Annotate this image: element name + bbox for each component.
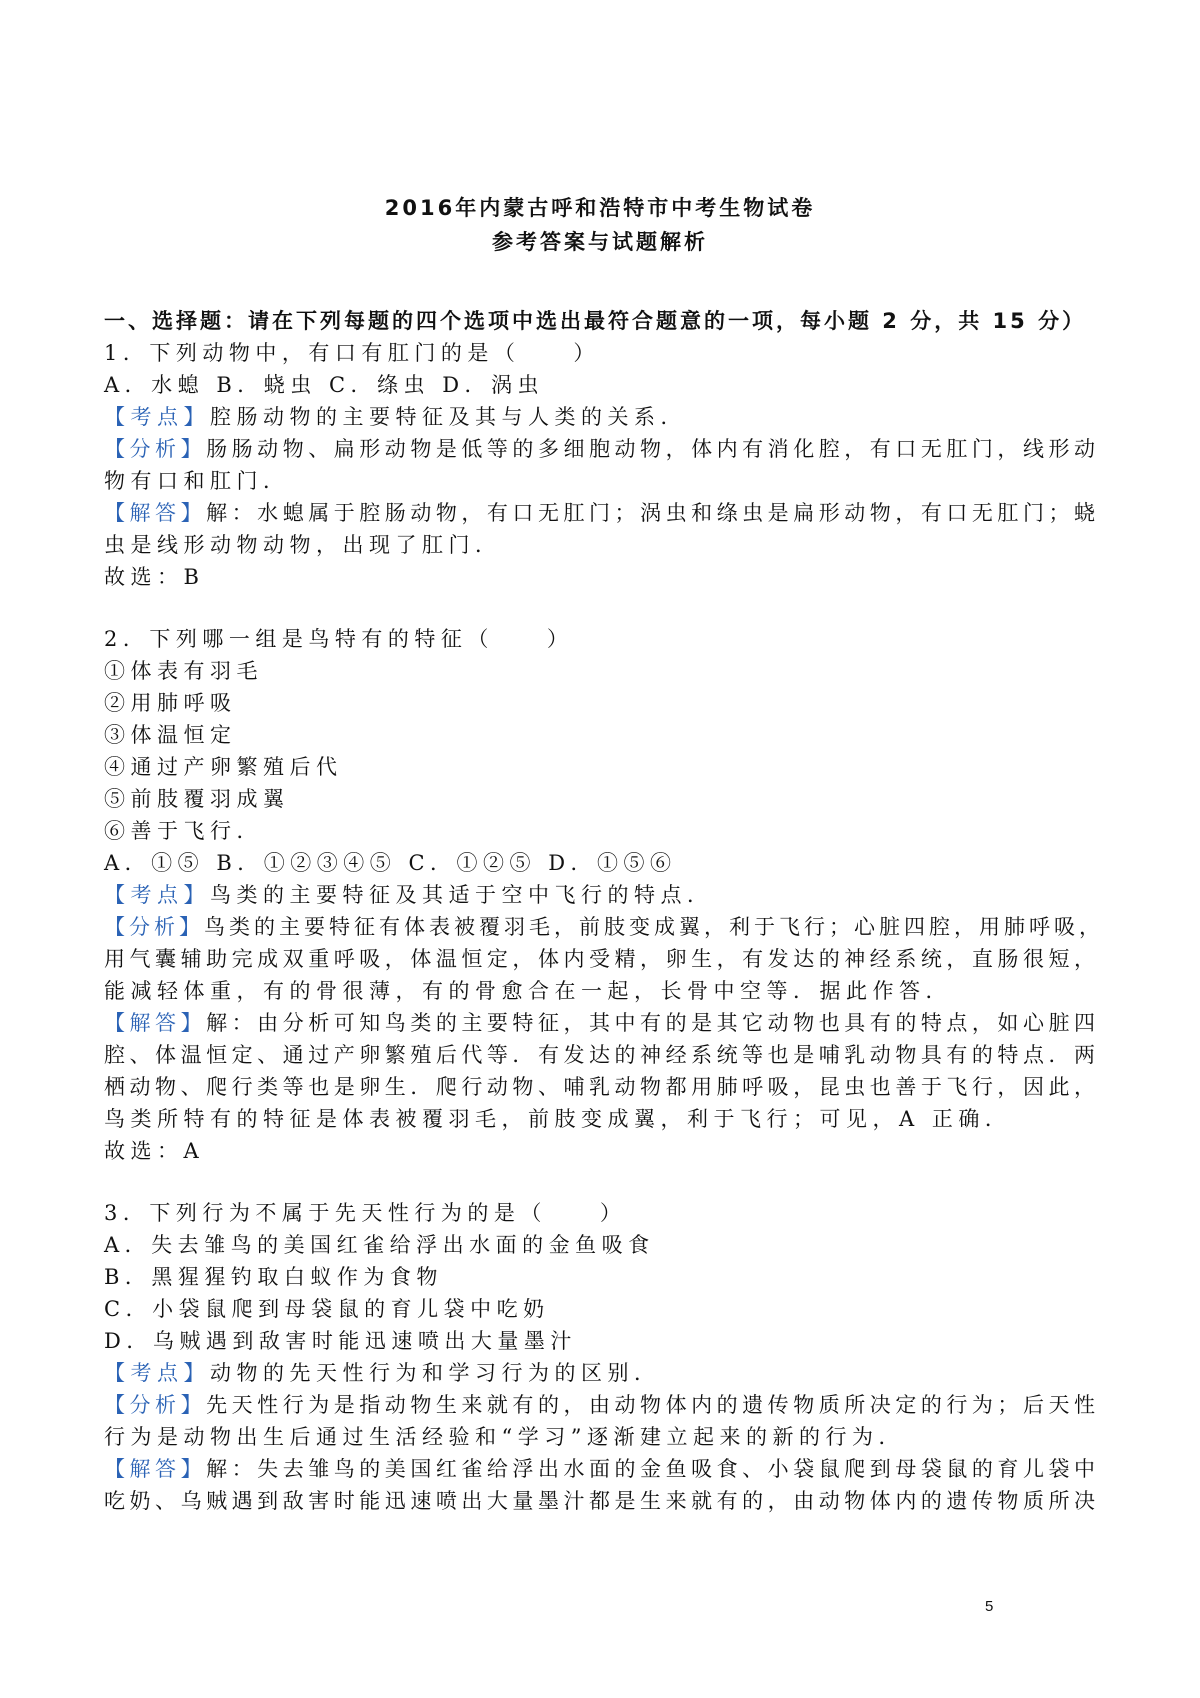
jieda-text-cont: 腔、体温恒定、通过产卵繁殖后代等．有发达的神经系统等也是哺乳动物具有的特点．两 bbox=[104, 1043, 1099, 1067]
option-b: B．黑猩猩钓取白蚁作为食物 bbox=[104, 1265, 443, 1289]
section-heading: 一、选择题：请在下列每题的四个选项中选出最符合题意的一项，每小题 2 分，共 15 分） bbox=[104, 309, 1087, 333]
page-title: 2016年内蒙古呼和浩特市中考生物试卷 bbox=[384, 196, 816, 220]
jieda-text-cont: 鸟类所特有的特征是体表被覆羽毛，前肢变成翼，利于飞行；可见，A 正确． bbox=[104, 1107, 1012, 1131]
jieda-text: 解：水螅属于腔肠动物，有口无肛门；涡虫和绦虫是扁形动物，有口无肛门；蛲 bbox=[206, 501, 1100, 525]
page-number: 5 bbox=[985, 1598, 994, 1615]
fenxi-text-cont: 物有口和肛门． bbox=[104, 469, 290, 493]
kaodian-row bbox=[104, 879, 1099, 911]
question-stem: 3．下列行为不属于先天性行为的是（ ） bbox=[104, 1201, 627, 1225]
feature-item: ①体表有羽毛 bbox=[104, 659, 263, 683]
option-c: C．小袋鼠爬到母袋鼠的育儿袋中吃奶 bbox=[104, 1297, 550, 1321]
fenxi-row bbox=[104, 911, 1104, 943]
jieda-row bbox=[104, 1453, 1099, 1485]
jieda-text: 解：由分析可知鸟类的主要特征，其中有的是其它动物也具有的特点，如心脏四 bbox=[206, 1011, 1100, 1035]
kaodian-text: 动物的先天性行为和学习行为的区别． bbox=[210, 1361, 661, 1385]
spacer bbox=[104, 593, 1099, 623]
question-1 bbox=[104, 337, 1099, 593]
feature-item: ⑤前肢覆羽成翼 bbox=[104, 787, 290, 811]
option-a: A．失去雏鸟的美国红雀给浮出水面的金鱼吸食 bbox=[104, 1233, 655, 1257]
jieda-tag: 【解答】 bbox=[104, 501, 207, 525]
fenxi-text-cont: 行为是动物出生后通过生活经验和“学习”逐渐建立起来的新的行为． bbox=[104, 1425, 905, 1449]
fenxi-tag: 【分析】 bbox=[104, 1393, 207, 1417]
jieda-text: 解：失去雏鸟的美国红雀给浮出水面的金鱼吸食、小袋鼠爬到母袋鼠的育儿袋中 bbox=[206, 1457, 1100, 1481]
fenxi-row bbox=[104, 1389, 1099, 1421]
fenxi-text: 肠肠动物、扁形动物是低等的多细胞动物，体内有消化腔，有口无肛门，线形动 bbox=[206, 437, 1100, 461]
question-stem: 2．下列哪一组是鸟特有的特征（ ） bbox=[104, 627, 574, 651]
kaodian-text: 鸟类的主要特征及其适于空中飞行的特点． bbox=[210, 883, 714, 907]
fenxi-text-cont: 能减轻体重，有的骨很薄，有的骨愈合在一起，长骨中空等．据此作答． bbox=[104, 979, 952, 1003]
spacer bbox=[104, 1167, 1099, 1197]
fenxi-text: 鸟类的主要特征有体表被覆羽毛，前肢变成翼，利于飞行；心脏四腔，用肺呼吸， bbox=[204, 915, 1104, 939]
question-2 bbox=[104, 623, 1104, 1167]
document-body bbox=[104, 305, 1104, 1517]
jieda-tag: 【解答】 bbox=[104, 1011, 207, 1035]
fenxi-tag: 【分析】 bbox=[104, 915, 204, 939]
jieda-text-cont: 虫是线形动物动物，出现了肛门． bbox=[104, 533, 502, 557]
kaodian-tag: 【考点】 bbox=[104, 883, 210, 907]
feature-item: ⑥善于飞行． bbox=[104, 819, 263, 843]
fenxi-text-cont: 用气囊辅助完成双重呼吸，体温恒定，体内受精，卵生，有发达的神经系统，直肠很短， bbox=[104, 947, 1099, 971]
jieda-text-cont: 栖动物、爬行类等也是卵生．爬行动物、哺乳动物都用肺呼吸，昆虫也善于飞行，因此， bbox=[104, 1075, 1099, 1099]
fenxi-tag: 【分析】 bbox=[104, 437, 207, 461]
feature-item: ④通过产卵繁殖后代 bbox=[104, 755, 343, 779]
kaodian-tag: 【考点】 bbox=[104, 1361, 210, 1385]
kaodian-text: 腔肠动物的主要特征及其与人类的关系． bbox=[210, 405, 687, 429]
fenxi-row bbox=[104, 433, 1099, 465]
page-subtitle: 参考答案与试题解析 bbox=[492, 230, 708, 254]
question-3 bbox=[104, 1197, 1099, 1517]
kaodian-tag: 【考点】 bbox=[104, 405, 210, 429]
jieda-text-cont: 吃奶、乌贼遇到敌害时能迅速喷出大量墨汁都是生来就有的，由动物体内的遗传物质所决 bbox=[104, 1489, 1099, 1513]
feature-item: ②用肺呼吸 bbox=[104, 691, 237, 715]
jieda-row bbox=[104, 497, 1099, 529]
fenxi-text: 先天性行为是指动物生来就有的，由动物体内的遗传物质所决定的行为；后天性 bbox=[206, 1393, 1100, 1417]
question-options: A．①⑤ B．①②③④⑤ C．①②⑤ D．①⑤⑥ bbox=[104, 851, 677, 875]
feature-item: ③体温恒定 bbox=[104, 723, 237, 747]
jieda-tag: 【解答】 bbox=[104, 1457, 207, 1481]
question-stem: 1．下列动物中，有口有肛门的是（ ） bbox=[104, 341, 600, 365]
question-options: A．水螅 B．蛲虫 C．绦虫 D．涡虫 bbox=[104, 373, 545, 397]
answer-line: 故选：A bbox=[104, 1139, 205, 1163]
kaodian-row bbox=[104, 401, 1099, 433]
answer-line: 故选：B bbox=[104, 565, 205, 589]
option-d: D．乌贼遇到敌害时能迅速喷出大量墨汁 bbox=[104, 1329, 577, 1353]
jieda-row bbox=[104, 1007, 1099, 1039]
kaodian-row bbox=[104, 1357, 1099, 1389]
